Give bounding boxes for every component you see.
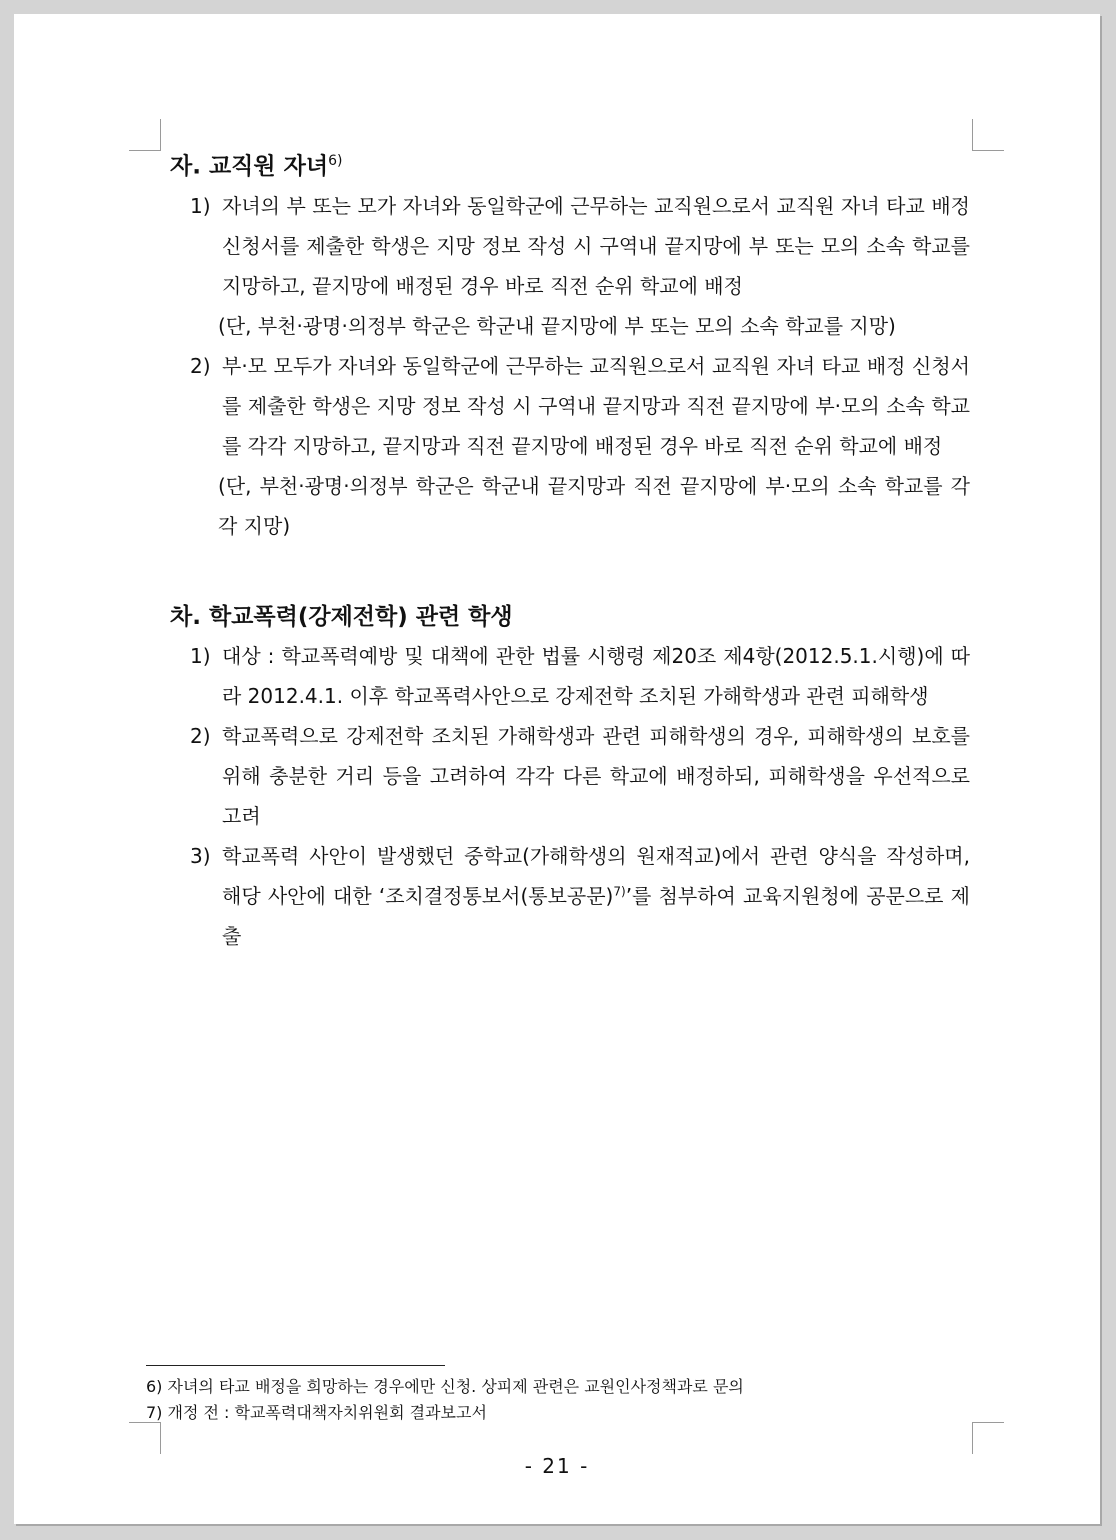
footnote-ref-7: 7) — [613, 884, 626, 898]
footnote-6: 6) 자녀의 타교 배정을 희망하는 경우에만 신청. 상피제 관련은 교원인사정책과로 문의 — [146, 1377, 744, 1396]
section-ja-list — [170, 186, 970, 546]
footnote-separator — [146, 1365, 445, 1366]
section-title-ja-text: 자. 교직원 자녀 — [170, 153, 329, 180]
item-text: 학교폭력으로 강제전학 조치된 가해학생과 관련 피해학생의 경우, 피해학생의 보호를 위해 충분한 거리 등을 고려하여 각각 다른 학교에 배정하되, 피해학생을 우선적으로 고려 — [222, 723, 970, 828]
item-number: 2) — [190, 723, 211, 748]
item-number: 3) — [190, 843, 211, 868]
footnote-ref-6: 6) — [328, 153, 343, 169]
item-text-continued: ’를 첨부하여 교육지원청에 공문으로 제출 — [222, 883, 970, 948]
footnote-7: 7) 개정 전 : 학교폭력대책자치위원회 결과보고서 — [146, 1403, 487, 1422]
section-gap — [170, 546, 970, 600]
item-text: 대상 : 학교폭력예방 및 대책에 관한 법률 시행령 제20조 제4항(2012.5.1.시행)에 따라 2012.4.1. 이후 학교폭력사안으로 강제전학 조치된 가해학생과 관련 피해학생 — [222, 643, 970, 708]
page-content — [170, 144, 970, 956]
item-note: (단, 부천·광명·의정부 학군은 학군내 끝지망에 부 또는 모의 소속 학교를 지망) — [218, 313, 896, 338]
crop-mark-top-right — [972, 119, 1004, 151]
item-number: 2) — [190, 353, 211, 378]
item-note: (단, 부천·광명·의정부 학군은 학군내 끝지망과 직전 끝지망에 부·모의 소속 학교를 각각 지망) — [218, 473, 970, 538]
list-item — [170, 636, 970, 716]
footnotes — [146, 1374, 744, 1426]
list-item — [170, 836, 970, 956]
page-number: - 21 - — [524, 1454, 590, 1478]
item-text: 부·모 모두가 자녀와 동일학군에 근무하는 교직원으로서 교직원 자녀 타교 배정 신청서를 제출한 학생은 지망 정보 작성 시 구역내 끝지망과 직전 끝지망에 부·모의 소속 학교를 각각 지망하고, 끝지망과 직전 끝지망에 배정된 경우 바로 직전 순위 학교에 배정 — [222, 353, 970, 458]
list-item — [170, 346, 970, 546]
item-text: 학교폭력 사안이 발생했던 중학교(가해학생의 원재적교)에서 관련 양식을 작성하며, 해당 사안에 대한 ‘조치결정통보서(통보공문) — [222, 843, 970, 908]
section-title-cha: 차. 학교폭력(강제전학) 관련 학생 — [170, 603, 513, 630]
crop-mark-bottom-left — [129, 1422, 161, 1454]
crop-mark-top-left — [129, 119, 161, 151]
list-item — [170, 186, 970, 346]
crop-mark-bottom-right — [972, 1422, 1004, 1454]
item-text: 자녀의 부 또는 모가 자녀와 동일학군에 근무하는 교직원으로서 교직원 자녀 타교 배정 신청서를 제출한 학생은 지망 정보 작성 시 구역내 끝지망에 부 또는 모의 소속 학교를 지망하고, 끝지망에 배정된 경우 바로 직전 순위 학교에 배정 — [222, 193, 970, 298]
list-item — [170, 716, 970, 836]
document-page — [14, 14, 1100, 1524]
item-number: 1) — [190, 643, 211, 668]
section-cha-list — [170, 636, 970, 956]
section-title-ja — [170, 144, 970, 184]
item-number: 1) — [190, 193, 211, 218]
